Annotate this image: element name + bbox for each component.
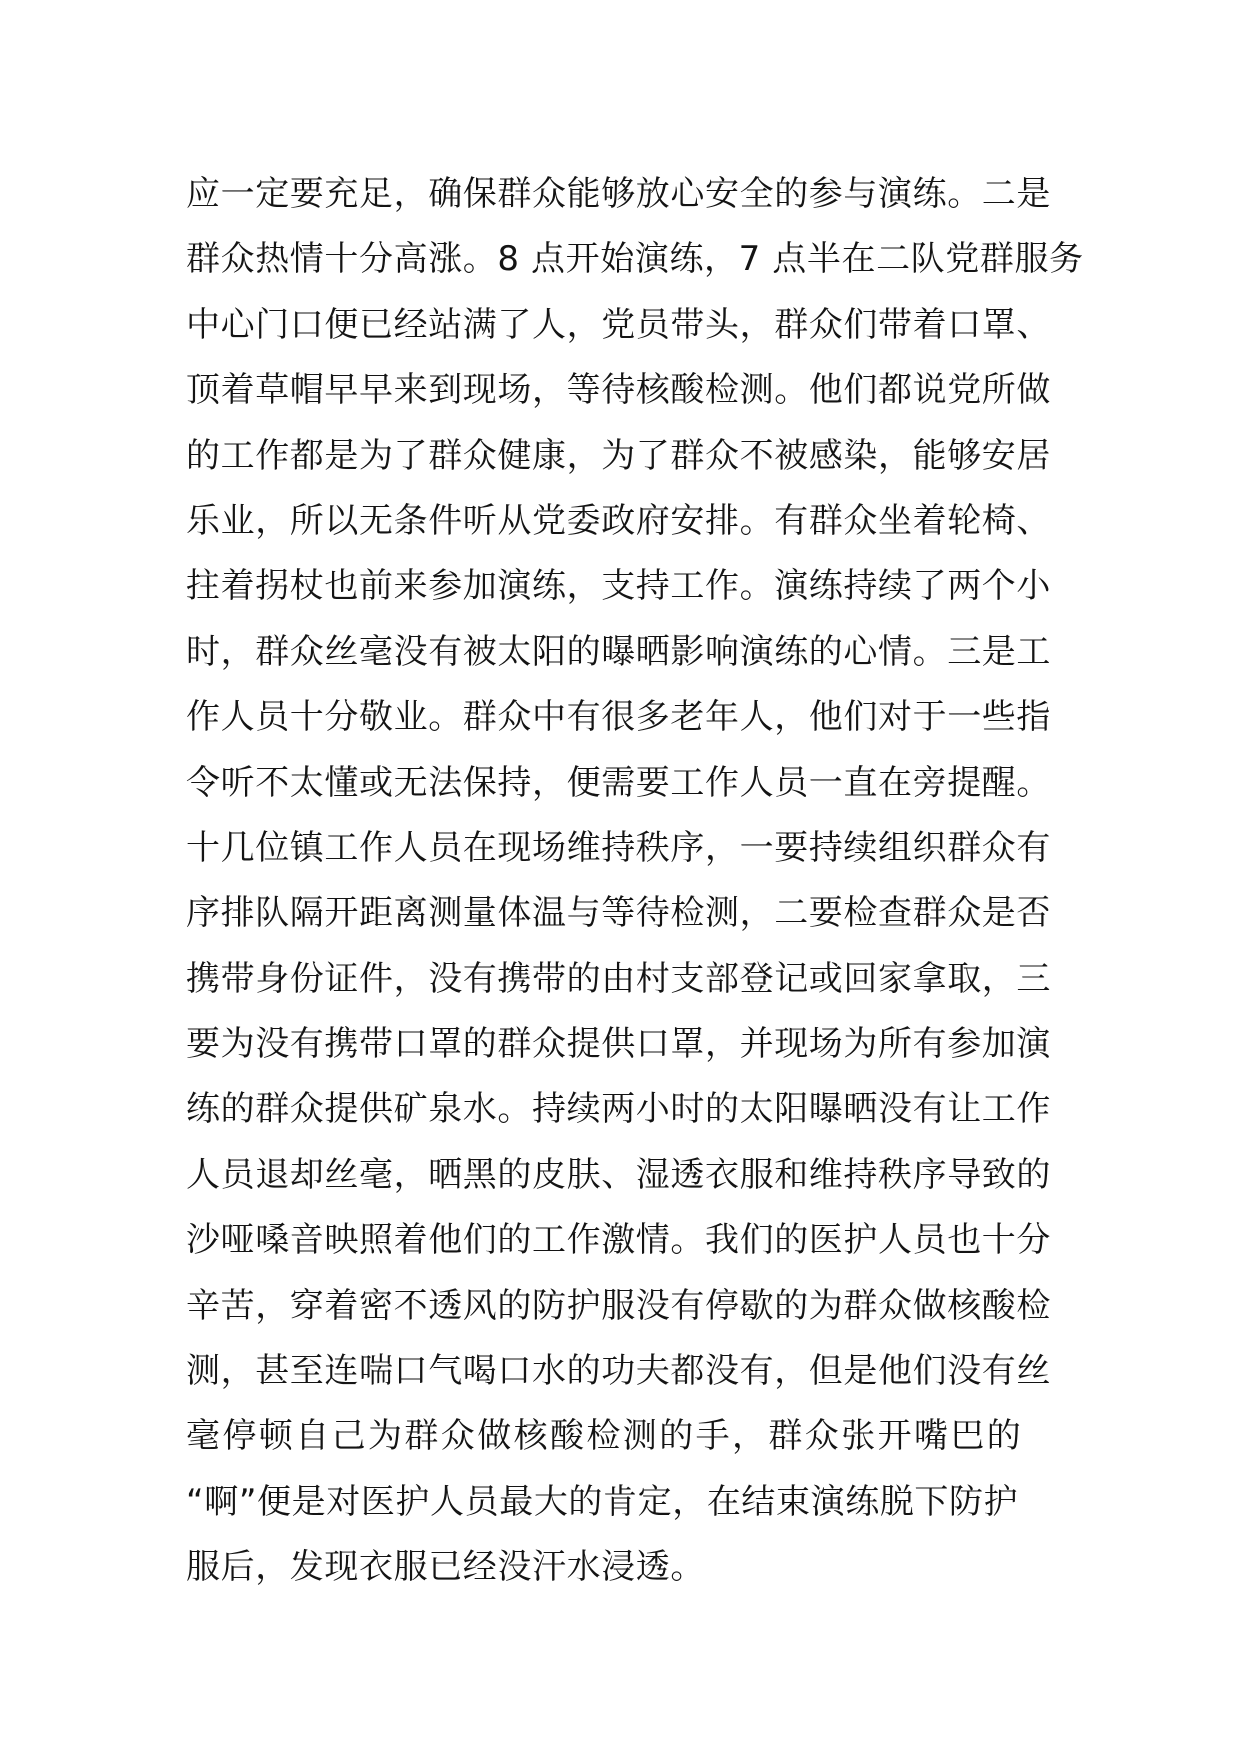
text-line: 令听不太懂或无法保持，便需要工作人员一直在旁提醒。 [186,762,1051,803]
text-line: 携带身份证件，没有携带的由村支部登记或回家拿取，三 [186,958,1051,999]
text-line: 服后，发现衣服已经没汗水浸透。 [186,1547,705,1588]
text-line: 要为没有携带口罩的群众提供口罩，并现场为所有参加演 [186,1024,1051,1065]
text-line: 十几位镇工作人员在现场维持秩序，一要持续组织群众有 [186,827,1051,868]
text-line: 毫停顿自己为群众做核酸检测的手，群众张开嘴巴的 [186,1416,1024,1457]
text-line: 人员退却丝毫，晒黑的皮肤、湿透衣服和维持秩序导致的 [186,1154,1051,1195]
text-line: 测，甚至连喘口气喝口水的功夫都没有，但是他们没有丝 [186,1351,1051,1392]
text-line: “啊”便是对医护人员最大的肯定，在结束演练脱下防护 [186,1481,1019,1522]
text-line: 练的群众提供矿泉水。持续两小时的太阳曝晒没有让工作 [186,1089,1051,1130]
text-line: 应一定要充足，确保群众能够放心安全的参与演练。二是 [186,174,1051,214]
text-line: 顶着草帽早早来到现场，等待核酸检测。他们都说党所做 [186,370,1051,411]
text-line: 作人员十分敬业。群众中有很多老年人，他们对于一些指 [186,697,1051,738]
text-line: 时，群众丝毫没有被太阳的曝晒影响演练的心情。三是工 [186,631,1051,672]
text-line: 序排队隔开距离测量体温与等待检测，二要检查群众是否 [186,893,1051,934]
text-line: 的工作都是为了群众健康，为了群众不被感染，能够安居 [186,435,1051,476]
text-line: 沙哑嗓音映照着他们的工作激情。我们的医护人员也十分 [186,1220,1051,1261]
text-line: 中心门口便已经站满了人，党员带头，群众们带着口罩、 [186,304,1051,345]
text-line: 群众热情十分高涨。8 点开始演练，7 点半在二队党群服务 [186,239,1084,280]
body-paragraph [186,162,1084,1601]
text-line: 辛苦，穿着密不透风的防护服没有停歇的为群众做核酸检 [186,1285,1051,1326]
text-line: 乐业，所以无条件听从党委政府安排。有群众坐着轮椅、 [186,500,1051,541]
text-line: 拄着拐杖也前来参加演练，支持工作。演练持续了两个小 [186,566,1051,607]
